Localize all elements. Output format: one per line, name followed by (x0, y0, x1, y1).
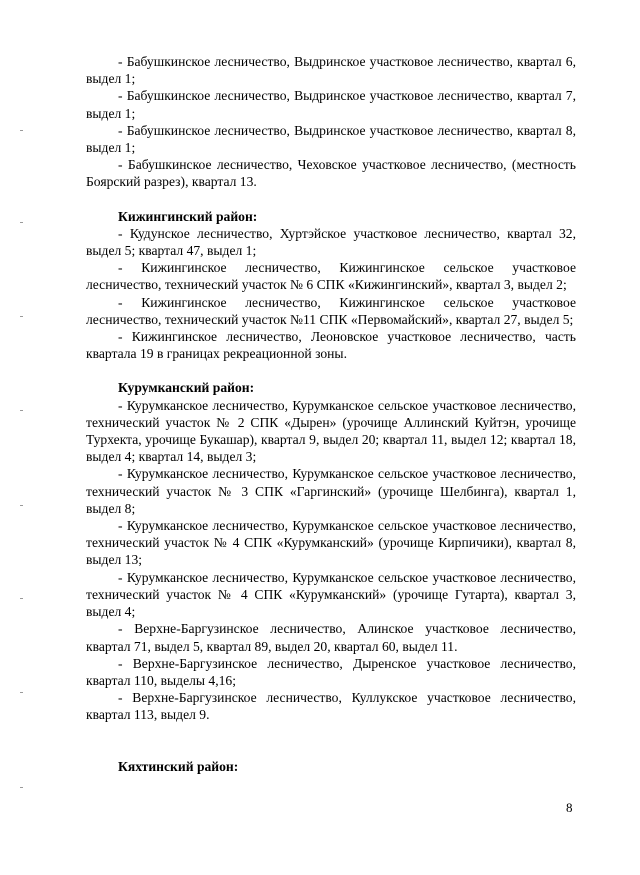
paragraph: - Курумканское лесничество, Курумканское сельское участковое лесничество, технический участок № 4 СПК «Курумканский» (урочище Гутарта), квартал 3, выдел 4; (86, 569, 576, 620)
section-heading-kizhinga: Кижингинский район: (118, 208, 258, 224)
paragraph: - Верхне-Баргузинское лесничество, Куллукское участковое лесничество, квартал 113, выдел 9. (86, 690, 576, 723)
section-heading-kyakhta: Кяхтинский район: (118, 758, 239, 774)
paragraph: - Кижингинское лесничество, Леоновское участковое лесничество, часть квартала 19 в границах рекреационной зоны. (86, 329, 576, 362)
margin-mark (20, 598, 23, 599)
paragraph: - Верхне-Баргузинское лесничество, Алинское участковое лесничество, квартал 71, выдел 5, квартал 89, выдел 20, квартал 60, выдел 11. (86, 621, 576, 654)
margin-mark (20, 316, 23, 317)
margin-mark (20, 410, 23, 411)
paragraph: - Бабушкинское лесничество, Выдринское участковое лесничество, квартал 8, выдел 1; (86, 122, 576, 156)
paragraph: - Курумканское лесничество, Курумканское сельское участковое лесничество, технический участок № 2 СПК «Дырен» (урочище Аллинский Куйтэн, урочище Турхекта, урочище Букашар), квартал 9, выдел 20; квартал 11, выдел 12; квартал 18, выдел 4; квартал 14, выдел 3; (86, 397, 576, 465)
margin-mark (20, 692, 23, 693)
paragraph: - Бабушкинское лесничество, Чеховское участковое лесничество, (местность Боярский разрез), квартал 13. (86, 157, 576, 190)
margin-mark (20, 505, 23, 506)
paragraph: - Кудунское лесничество, Хуртэйское участковое лесничество, квартал 32, выдел 5; квартал 47, выдел 1; (86, 225, 576, 259)
margin-mark (20, 787, 23, 788)
margin-mark (20, 130, 23, 131)
paragraph: - Кижингинское лесничество, Кижингинское сельское участковое лесничество, технический участок № 6 СПК «Кижингинский», квартал 3, выдел 2; (86, 260, 576, 293)
paragraph: - Бабушкинское лесничество, Выдринское участковое лесничество, квартал 7, выдел 1; (86, 88, 576, 121)
paragraph: - Бабушкинское лесничество, Выдринское участковое лесничество, квартал 6, выдел 1; (86, 54, 576, 87)
document-body (86, 53, 576, 775)
page-number: 8 (566, 800, 573, 815)
margin-mark (20, 222, 23, 223)
paragraph: - Курумканское лесничество, Курумканское сельское участковое лесничество, технический участок № 4 СПК «Курумканский» (урочище Кирпичики), квартал 8, выдел 13; (86, 518, 576, 568)
section-heading-kurumkan: Курумканский район: (118, 380, 255, 396)
paragraph: - Курумканское лесничество, Курумканское сельское участковое лесничество, технический участок № 3 СПК «Гаргинский» (урочище Шелбинга), квартал 1, выдел 8; (86, 466, 576, 516)
paragraph: - Кижингинское лесничество, Кижингинское сельское участковое лесничество, технический участок №11 СПК «Первомайский», квартал 27, выдел 5; (86, 294, 576, 327)
paragraph: - Верхне-Баргузинское лесничество, Дыренское участковое лесничество, квартал 110, выделы 4,16; (86, 655, 576, 688)
